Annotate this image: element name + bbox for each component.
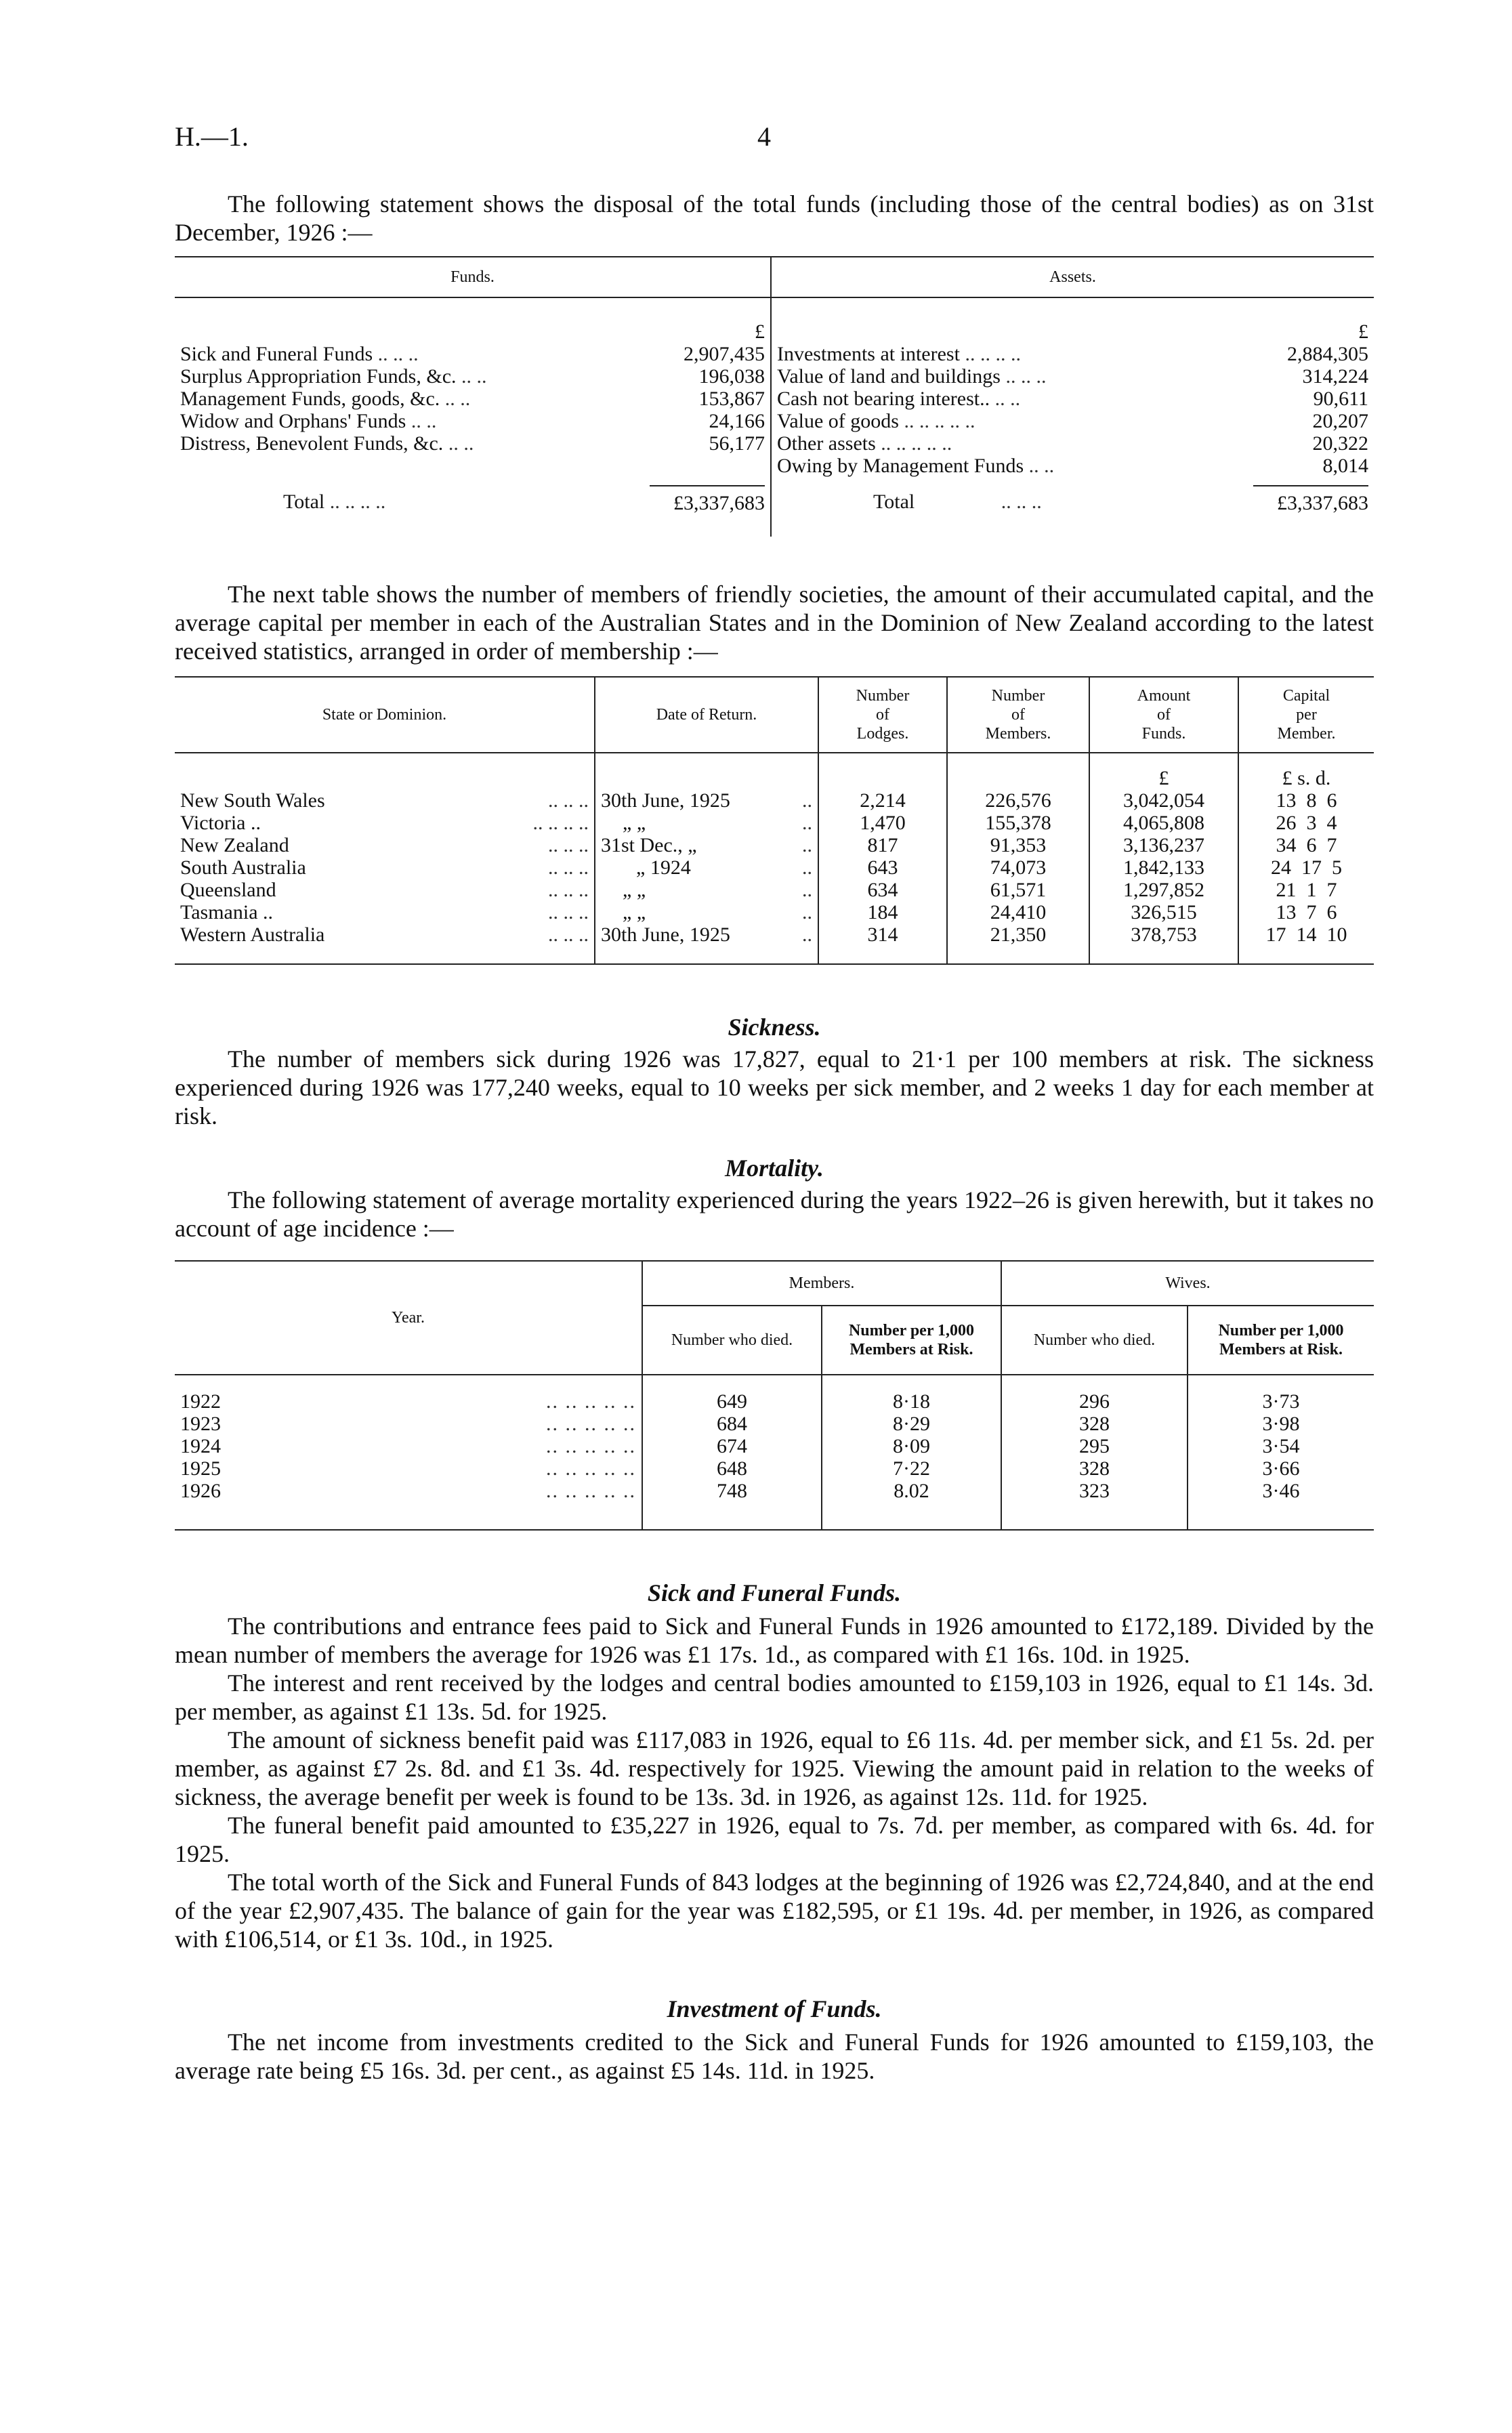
table-row	[175, 1457, 1374, 1480]
sick-funeral-heading: Sick and Funeral Funds.	[647, 1579, 902, 1606]
wives-rate: 3·73	[1188, 1390, 1374, 1413]
pence: 7	[1326, 879, 1337, 901]
header-line: Capital	[1282, 687, 1330, 705]
leader-dots: ..	[802, 834, 812, 856]
lodges-value: 314	[818, 923, 947, 946]
leader-dots: .. .. .. .. ..	[546, 1480, 636, 1502]
amount-header	[1089, 677, 1238, 753]
intro-paragraph-funds: The following statement shows the disposal of the total funds (including those of the central bodies) as on 31st December, 1926 :—	[175, 190, 1374, 246]
lodges-value: 643	[818, 856, 947, 879]
state-header: State or Dominion.	[322, 706, 447, 724]
leader-dots: .. .. .. .. ..	[546, 1435, 636, 1457]
year-header: Year.	[392, 1309, 425, 1327]
leader-dots: .. ..	[448, 432, 474, 455]
table-row	[175, 455, 1374, 477]
return-date: „ „	[623, 812, 646, 834]
sickness-paragraph: The number of members sick during 1926 was 17,827, equal to 21·1 per 100 members at risk. The sickness experienced during 1926 was 177,240 weeks, equal to 10 weeks per sick member, and 2 weeks 1 day for each member at risk.	[175, 1045, 1374, 1129]
capital-value	[1238, 812, 1374, 834]
capital-value	[1238, 834, 1374, 856]
leader-dots: ..	[802, 879, 812, 901]
members-header	[947, 677, 1089, 753]
pounds: 21	[1276, 879, 1297, 901]
table-row	[175, 812, 1374, 834]
header-line: of	[876, 706, 889, 724]
header-line: Members at Risk.	[849, 1341, 973, 1358]
wives-died: 328	[1001, 1413, 1188, 1435]
sick-funeral-paragraph: The amount of sickness benefit paid was £117,083 in 1926, equal to £6 11s. 4d. per member sick, and £1 5s. 2d. per member, as against £7 2s. 8d. and £1 3s. 4d. respectively for 1925. Viewing the amount paid in relation to the weeks of sickness, the average benefit per week is found to be 13s. 3d. in 1926, as against 12s. 11d. for 1925.	[175, 1726, 1374, 1810]
investment-heading: Investment of Funds.	[667, 1995, 882, 2022]
table-row	[175, 789, 1374, 812]
header-line: Member.	[1277, 725, 1336, 743]
fund-value: 153,867	[698, 388, 765, 410]
investment-paragraph: The net income from investments credited to the Sick and Funeral Funds for 1926 amounted to £159,103, the average rate being £5 16s. 3d. per cent., as against £5 14s. 11d. in 1925.	[175, 2029, 1374, 2084]
header-line: of	[1157, 706, 1171, 724]
table-row	[175, 856, 1374, 879]
year: 1926	[180, 1480, 221, 1502]
leader-dots: .. ..	[1028, 455, 1055, 477]
return-date: 30th June, 1925	[601, 789, 730, 812]
page-number: 4	[757, 121, 771, 152]
lodges-value: 1,470	[818, 812, 947, 834]
header-line: Number per 1,000	[1218, 1322, 1344, 1339]
sick-funeral-paragraph: The funeral benefit paid amounted to £35,227 in 1926, equal to 7s. 7d. per member, as compared with 6s. 4d. for 1925.	[175, 1812, 1374, 1867]
members-value: 226,576	[947, 789, 1089, 812]
members-rate: 8.02	[822, 1480, 1001, 1502]
header-line: Funds.	[1141, 725, 1186, 743]
header-line: Members.	[985, 725, 1051, 743]
wives-rate-header	[1188, 1306, 1374, 1375]
lodges-value: 184	[818, 901, 947, 923]
leader-dots: .. .. .. .. ..	[546, 1457, 636, 1480]
leader-dots: .. .. .. ..	[532, 812, 589, 834]
header-line: Number	[856, 687, 910, 705]
funds-value: 4,065,808	[1089, 812, 1238, 834]
header-line: Lodges.	[856, 725, 909, 743]
table-row	[175, 879, 1374, 901]
shillings: 8	[1306, 789, 1317, 812]
return-date: 31st Dec., „	[601, 834, 697, 856]
year: 1923	[180, 1413, 221, 1435]
mortality-table	[175, 1260, 1374, 1531]
asset-value: 314,224	[1302, 365, 1368, 388]
header-line: Amount	[1137, 687, 1191, 705]
table-row	[175, 1480, 1374, 1502]
state-name: Victoria ..	[180, 812, 261, 834]
shillings: 3	[1306, 812, 1317, 834]
funds-value: 1,842,133	[1089, 856, 1238, 879]
capital-value	[1238, 856, 1374, 879]
leader-dots: .. .. .. ..	[965, 343, 1021, 365]
return-date: „ 1924	[636, 856, 691, 879]
asset-label: Other assets	[777, 432, 876, 455]
shillings: 17	[1301, 856, 1322, 879]
year: 1922	[180, 1390, 221, 1413]
members-died: 684	[642, 1413, 822, 1435]
leader-dots: .. ..	[411, 410, 437, 432]
mortality-paragraph: The following statement of average mortality experienced during the years 1922–26 is given herewith, but it takes no account of age incidence :—	[175, 1186, 1374, 1242]
members-died: 649	[642, 1390, 822, 1413]
members-rate: 8·18	[822, 1390, 1001, 1413]
year: 1924	[180, 1435, 221, 1457]
table-row	[175, 410, 1374, 432]
wives-died: 296	[1001, 1390, 1188, 1413]
table-row	[175, 901, 1374, 923]
pounds: 13	[1276, 901, 1297, 923]
wives-rate: 3·46	[1188, 1480, 1374, 1502]
sick-funeral-paragraph: The interest and rent received by the lodges and central bodies amounted to £159,103 in 1926, equal to £1 14s. 3d. per member, as against £1 13s. 5d. for 1925.	[175, 1669, 1374, 1725]
capital-value	[1238, 789, 1374, 812]
leader-dots: .. .. ..	[548, 834, 589, 856]
shillings: 6	[1306, 834, 1317, 856]
members-value: 24,410	[947, 901, 1089, 923]
state-name: Queensland	[180, 879, 276, 901]
leader-dots: .. ..	[994, 388, 1021, 410]
members-value: 74,073	[947, 856, 1089, 879]
total-funds: £3,337,683	[650, 485, 765, 514]
pounds: 13	[1276, 789, 1297, 812]
total-row	[175, 477, 1374, 514]
shillings: 14	[1296, 923, 1317, 946]
wives-died: 323	[1001, 1480, 1188, 1502]
asset-label: Cash not bearing interest..	[777, 388, 990, 410]
membership-table	[175, 676, 1374, 965]
members-group-header: Members.	[642, 1261, 1001, 1306]
state-name: Western Australia	[180, 923, 325, 946]
wives-rate: 3·54	[1188, 1435, 1374, 1457]
return-date: „ „	[623, 879, 646, 901]
lodges-value: 2,214	[818, 789, 947, 812]
leader-dots: ..	[802, 812, 812, 834]
leader-dots: ..	[802, 923, 812, 946]
table-row	[175, 834, 1374, 856]
leader-dots: .. .. .. .. ..	[904, 410, 975, 432]
fund-label: Sick and Funeral Funds	[180, 343, 373, 365]
leader-dots: .. .. ..	[1001, 491, 1042, 513]
state-name: New South Wales	[180, 789, 325, 812]
state-name: Tasmania ..	[180, 901, 274, 923]
fund-label: Management Funds, goods, &c.	[180, 388, 440, 410]
asset-label: Owing by Management Funds	[777, 455, 1024, 477]
table-row	[175, 923, 1374, 946]
total-label: Total	[873, 491, 915, 513]
asset-label: Value of goods	[777, 410, 899, 432]
asset-value: 8,014	[1322, 455, 1368, 477]
table-row	[175, 388, 1374, 410]
members-rate: 8·29	[822, 1413, 1001, 1435]
table-row	[175, 343, 1374, 365]
year: 1925	[180, 1457, 221, 1480]
shillings: 1	[1306, 879, 1317, 901]
funds-value: 1,297,852	[1089, 879, 1238, 901]
funds-value: 326,515	[1089, 901, 1238, 923]
leader-dots: .. .. ..	[548, 901, 589, 923]
leader-dots: .. ..	[444, 388, 471, 410]
leader-dots: .. .. ..	[1005, 365, 1047, 388]
leader-dots: ..	[802, 856, 812, 879]
pounds: 26	[1276, 812, 1297, 834]
header-line: per	[1296, 706, 1317, 724]
assets-unit: £	[1358, 320, 1368, 343]
members-died: 748	[642, 1480, 822, 1502]
funds-value: 378,753	[1089, 923, 1238, 946]
sick-funeral-paragraph: The total worth of the Sick and Funeral Funds of 843 lodges at the beginning of 1926 was £2,724,840, and at the end of the year £2,907,435. The balance of gain for the year was £182,595, or £1 19s. 4d. per member, in 1926, as compared with £106,514, or £1 3s. 10d., in 1925.	[175, 1869, 1374, 1953]
pounds: 24	[1271, 856, 1291, 879]
members-rate: 7·22	[822, 1457, 1001, 1480]
members-rate-header	[822, 1306, 1001, 1375]
capital-value	[1238, 879, 1374, 901]
wives-died: 295	[1001, 1435, 1188, 1457]
members-value: 91,353	[947, 834, 1089, 856]
pence: 6	[1326, 789, 1337, 812]
members-died: 674	[642, 1435, 822, 1457]
leader-dots: .. .. .. .. ..	[881, 432, 952, 455]
shillings: 7	[1306, 901, 1317, 923]
table-row	[175, 1390, 1374, 1413]
fund-value: 56,177	[709, 432, 765, 455]
members-rate: 8·09	[822, 1435, 1001, 1457]
capital-unit: £ s. d.	[1238, 767, 1374, 789]
leader-dots: .. .. ..	[548, 789, 589, 812]
wives-died-header: Number who died.	[1001, 1306, 1188, 1375]
table-row	[175, 1413, 1374, 1435]
pence: 4	[1326, 812, 1337, 834]
capital-value	[1238, 923, 1374, 946]
table-row	[175, 365, 1374, 388]
pence: 6	[1326, 901, 1337, 923]
return-date: 30th June, 1925	[601, 923, 730, 946]
members-value: 61,571	[947, 879, 1089, 901]
leader-dots: .. ..	[461, 365, 487, 388]
fund-label: Widow and Orphans' Funds	[180, 410, 406, 432]
capital-value	[1238, 901, 1374, 923]
header-line: Members at Risk.	[1219, 1341, 1343, 1358]
state-name: New Zealand	[180, 834, 289, 856]
funds-header: Funds.	[450, 268, 495, 286]
leader-dots: .. .. ..	[548, 879, 589, 901]
asset-value: 90,611	[1313, 388, 1368, 410]
page	[175, 115, 1374, 2085]
leader-dots: .. .. .. ..	[329, 491, 386, 513]
pounds: 34	[1276, 834, 1297, 856]
mortality-heading: Mortality.	[725, 1155, 824, 1182]
wives-group-header: Wives.	[1001, 1261, 1374, 1306]
funds-value: 3,042,054	[1089, 789, 1238, 812]
return-date: „ „	[623, 901, 646, 923]
intro-paragraph-membership: The next table shows the number of members of friendly societies, the amount of their accumulated capital, and the average capital per member in each of the Australian States and in the Dominion of New Zealand according to the latest received statistics, arranged in order of membership :—	[175, 581, 1374, 665]
lodges-header	[818, 677, 947, 753]
leader-dots: ..	[802, 901, 812, 923]
pence: 5	[1332, 856, 1342, 879]
document-reference: H.—1.	[175, 121, 249, 152]
members-value: 21,350	[947, 923, 1089, 946]
leader-dots: .. .. .. .. ..	[546, 1413, 636, 1435]
capital-header	[1238, 677, 1374, 753]
pounds: 17	[1265, 923, 1286, 946]
sick-funeral-paragraph: The contributions and entrance fees paid to Sick and Funeral Funds in 1926 amounted to £172,189. Divided by the mean number of members the average for 1926 was £1 17s. 1d., as compared with £1 16s. 10d. in 1925.	[175, 1613, 1374, 1668]
header-line: Number	[991, 687, 1045, 705]
total-label: Total	[283, 491, 325, 513]
leader-dots: ..	[802, 789, 812, 812]
lodges-value: 634	[818, 879, 947, 901]
total-assets: £3,337,683	[1253, 485, 1368, 514]
assets-header: Assets.	[771, 257, 1374, 297]
header-line: Number per 1,000	[848, 1322, 975, 1339]
leader-dots: .. .. ..	[377, 343, 419, 365]
leader-dots: .. .. ..	[548, 856, 589, 879]
asset-value: 2,884,305	[1287, 343, 1368, 365]
wives-rate: 3·66	[1188, 1457, 1374, 1480]
funds-value: 3,136,237	[1089, 834, 1238, 856]
leader-dots: .. .. .. .. ..	[546, 1390, 636, 1413]
asset-label: Investments at interest	[777, 343, 960, 365]
fund-value: 196,038	[698, 365, 765, 388]
fund-label: Surplus Appropriation Funds, &c.	[180, 365, 457, 388]
wives-rate: 3·98	[1188, 1413, 1374, 1435]
pence: 10	[1326, 923, 1347, 946]
asset-value: 20,207	[1312, 410, 1368, 432]
sickness-heading: Sickness.	[728, 1014, 821, 1041]
fund-value: 2,907,435	[684, 343, 765, 365]
members-value: 155,378	[947, 812, 1089, 834]
funds-assets-table	[175, 256, 1374, 537]
members-died-header: Number who died.	[642, 1306, 822, 1375]
table-row	[175, 432, 1374, 455]
wives-died: 328	[1001, 1457, 1188, 1480]
table-row	[175, 1435, 1374, 1457]
fund-label: Distress, Benevolent Funds, &c.	[180, 432, 444, 455]
asset-value: 20,322	[1312, 432, 1368, 455]
page-header	[175, 115, 1374, 190]
header-line: of	[1011, 706, 1025, 724]
date-header: Date of Return.	[595, 677, 818, 753]
funds-unit: £	[1089, 767, 1238, 789]
fund-value: 24,166	[709, 410, 765, 432]
leader-dots: .. .. ..	[548, 923, 589, 946]
lodges-value: 817	[818, 834, 947, 856]
asset-label: Value of land and buildings	[777, 365, 1001, 388]
state-name: South Australia	[180, 856, 306, 879]
funds-unit: £	[755, 320, 765, 343]
members-died: 648	[642, 1457, 822, 1480]
pence: 7	[1326, 834, 1337, 856]
